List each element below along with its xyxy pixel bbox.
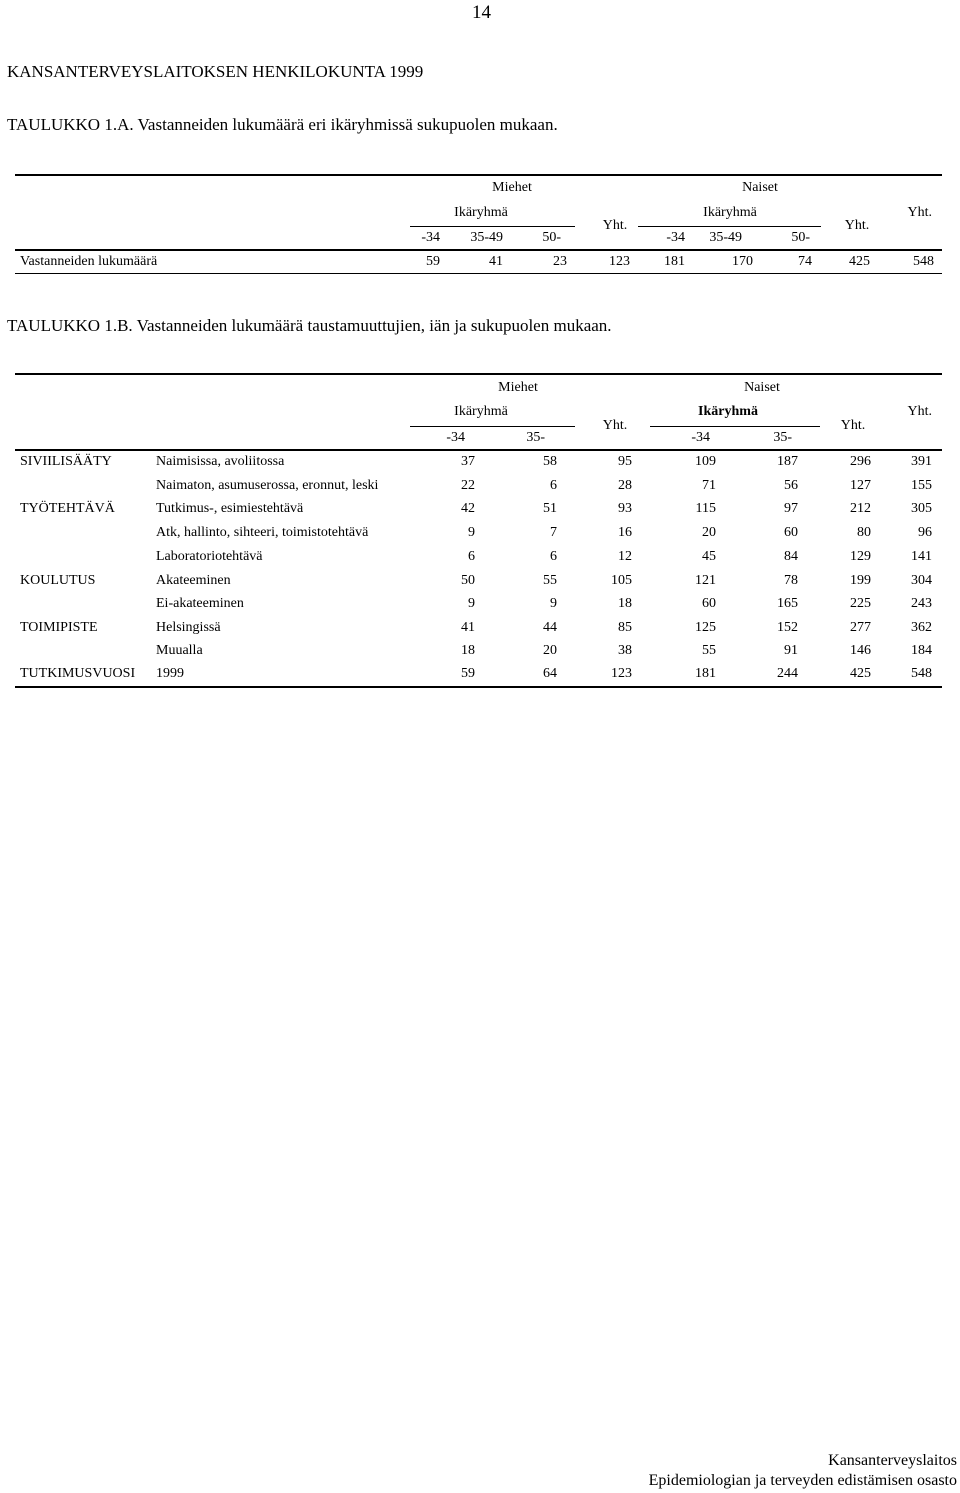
table-a-men-total-header: Yht. [602, 218, 628, 233]
table-cell: 84 [784, 549, 798, 564]
row-label: Laboratoriotehtävä [156, 549, 263, 564]
table-cell: 20 [543, 643, 557, 658]
table-cell: 95 [618, 454, 632, 469]
table-cell: 9 [550, 596, 557, 611]
table-a-women-age-col: -34 [666, 230, 685, 245]
table-cell: 277 [850, 620, 871, 635]
row-group: TYÖTEHTÄVÄ [20, 501, 115, 516]
table-b-men-total-header: Yht. [602, 418, 628, 433]
table-a-bottom-rule [15, 273, 942, 274]
table-cell: 16 [618, 525, 632, 540]
table-cell: 121 [695, 573, 716, 588]
table-b-grand-total-header: Yht. [907, 404, 932, 419]
table-a-women-total-header: Yht. [844, 218, 870, 233]
table-cell: 9 [468, 596, 475, 611]
table-b-caption: TAULUKKO 1.B. Vastanneiden lukumäärä taustamuuttujien, iän ja sukupuolen mukaan. [7, 316, 612, 335]
row-group: TOIMIPISTE [20, 620, 98, 635]
table-a-men-age-col: 50- [542, 230, 561, 245]
table-cell: 243 [911, 596, 932, 611]
table-a-men-header: Miehet [492, 180, 532, 195]
table-b-top-rule [15, 373, 942, 375]
table-b-women-header: Naiset [744, 380, 780, 395]
table-cell: 170 [732, 254, 753, 269]
table-a-women-agegroup-rule [638, 226, 821, 227]
table-cell: 74 [798, 254, 812, 269]
table-b-men-age-col: 35- [526, 430, 545, 445]
table-a-women-agegroup-label: Ikäryhmä [703, 205, 757, 220]
table-cell: 296 [850, 454, 871, 469]
table-cell: 41 [489, 254, 503, 269]
table-b-women-total-header: Yht. [840, 418, 866, 433]
table-a-women-age-col: 50- [791, 230, 810, 245]
table-cell: 425 [850, 666, 871, 681]
table-cell: 109 [695, 454, 716, 469]
table-cell: 7 [550, 525, 557, 540]
table-cell: 51 [543, 501, 557, 516]
table-cell: 123 [609, 254, 630, 269]
table-cell: 60 [784, 525, 798, 540]
table-a-top-rule [15, 174, 942, 176]
table-cell: 165 [777, 596, 798, 611]
table-cell: 6 [550, 549, 557, 564]
table-cell: 548 [911, 666, 932, 681]
table-cell: 425 [849, 254, 870, 269]
table-cell: 37 [461, 454, 475, 469]
table-cell: 55 [543, 573, 557, 588]
table-b-men-age-col: -34 [446, 430, 465, 445]
table-b-header-rule [15, 449, 942, 451]
table-cell: 225 [850, 596, 871, 611]
row-label: Ei-akateeminen [156, 596, 244, 611]
table-cell: 56 [784, 478, 798, 493]
table-cell: 71 [702, 478, 716, 493]
table-cell: 60 [702, 596, 716, 611]
table-cell: 91 [784, 643, 798, 658]
table-b-women-agegroup-rule [650, 426, 820, 427]
row-group: SIVIILISÄÄTY [20, 454, 112, 469]
row-label: Atk, hallinto, sihteeri, toimistotehtävä [156, 525, 369, 540]
table-cell: 59 [426, 254, 440, 269]
row-label: Helsingissä [156, 620, 221, 635]
table-cell: 362 [911, 620, 932, 635]
table-cell: 23 [553, 254, 567, 269]
table-cell: 85 [618, 620, 632, 635]
table-cell: 199 [850, 573, 871, 588]
table-cell: 20 [702, 525, 716, 540]
table-a-caption: TAULUKKO 1.A. Vastanneiden lukumäärä eri ikäryhmissä sukupuolen mukaan. [7, 115, 558, 134]
row-label: Vastanneiden lukumäärä [20, 254, 158, 269]
row-label: 1999 [156, 666, 184, 681]
table-cell: 38 [618, 643, 632, 658]
table-cell: 97 [784, 501, 798, 516]
table-cell: 6 [550, 478, 557, 493]
table-cell: 9 [468, 525, 475, 540]
table-cell: 105 [611, 573, 632, 588]
table-b-men-agegroup-rule [410, 426, 575, 427]
table-cell: 45 [702, 549, 716, 564]
table-cell: 50 [461, 573, 475, 588]
table-cell: 41 [461, 620, 475, 635]
table-cell: 96 [918, 525, 932, 540]
table-a-grand-total-header: Yht. [907, 205, 932, 220]
table-a-men-age-col: 35-49 [470, 230, 503, 245]
row-group: TUTKIMUSVUOSI [20, 666, 136, 681]
table-cell: 152 [777, 620, 798, 635]
table-a-men-age-col: -34 [421, 230, 440, 245]
table-cell: 181 [695, 666, 716, 681]
table-cell: 123 [611, 666, 632, 681]
table-cell: 244 [777, 666, 798, 681]
table-a-women-header: Naiset [742, 180, 778, 195]
table-cell: 391 [911, 454, 932, 469]
table-b-men-header: Miehet [498, 380, 538, 395]
table-cell: 6 [468, 549, 475, 564]
table-a-header-rule [15, 249, 942, 251]
table-cell: 305 [911, 501, 932, 516]
table-cell: 184 [911, 643, 932, 658]
table-b-men-agegroup-label: Ikäryhmä [454, 404, 508, 419]
table-cell: 28 [618, 478, 632, 493]
row-label: Tutkimus-, esimiestehtävä [156, 501, 304, 516]
row-label: Muualla [156, 643, 203, 658]
table-cell: 42 [461, 501, 475, 516]
table-a-men-agegroup-rule [410, 226, 575, 227]
table-cell: 115 [695, 501, 716, 516]
footer-department: Epidemiologian ja terveyden edistämisen osasto [648, 1472, 957, 1489]
table-cell: 58 [543, 454, 557, 469]
table-cell: 181 [664, 254, 685, 269]
table-cell: 18 [461, 643, 475, 658]
table-b-women-age-col: 35- [773, 430, 792, 445]
table-cell: 141 [911, 549, 932, 564]
table-cell: 127 [850, 478, 871, 493]
table-cell: 18 [618, 596, 632, 611]
row-label: Naimaton, asumuserossa, eronnut, leski [156, 478, 379, 493]
table-b-women-age-col: -34 [691, 430, 710, 445]
table-cell: 212 [850, 501, 871, 516]
table-cell: 304 [911, 573, 932, 588]
page-number: 14 [472, 2, 491, 23]
table-a-men-agegroup-label: Ikäryhmä [454, 205, 508, 220]
table-cell: 155 [911, 478, 932, 493]
footer-institution: Kansanterveyslaitos [828, 1452, 957, 1469]
table-cell: 125 [695, 620, 716, 635]
table-cell: 187 [777, 454, 798, 469]
table-cell: 55 [702, 643, 716, 658]
table-a-women-age-col: 35-49 [709, 230, 742, 245]
table-b-women-agegroup-label: Ikäryhmä [698, 404, 758, 419]
document-title: KANSANTERVEYSLAITOKSEN HENKILOKUNTA 1999 [7, 62, 424, 81]
table-cell: 22 [461, 478, 475, 493]
row-group: KOULUTUS [20, 573, 96, 588]
table-cell: 59 [461, 666, 475, 681]
row-label: Akateeminen [156, 573, 231, 588]
table-cell: 93 [618, 501, 632, 516]
table-cell: 12 [618, 549, 632, 564]
table-cell: 44 [543, 620, 557, 635]
table-cell: 129 [850, 549, 871, 564]
table-cell: 64 [543, 666, 557, 681]
table-b-bottom-rule [15, 686, 942, 688]
table-cell: 146 [850, 643, 871, 658]
row-label: Naimisissa, avoliitossa [156, 454, 285, 469]
table-cell: 548 [913, 254, 934, 269]
table-cell: 80 [857, 525, 871, 540]
table-cell: 78 [784, 573, 798, 588]
